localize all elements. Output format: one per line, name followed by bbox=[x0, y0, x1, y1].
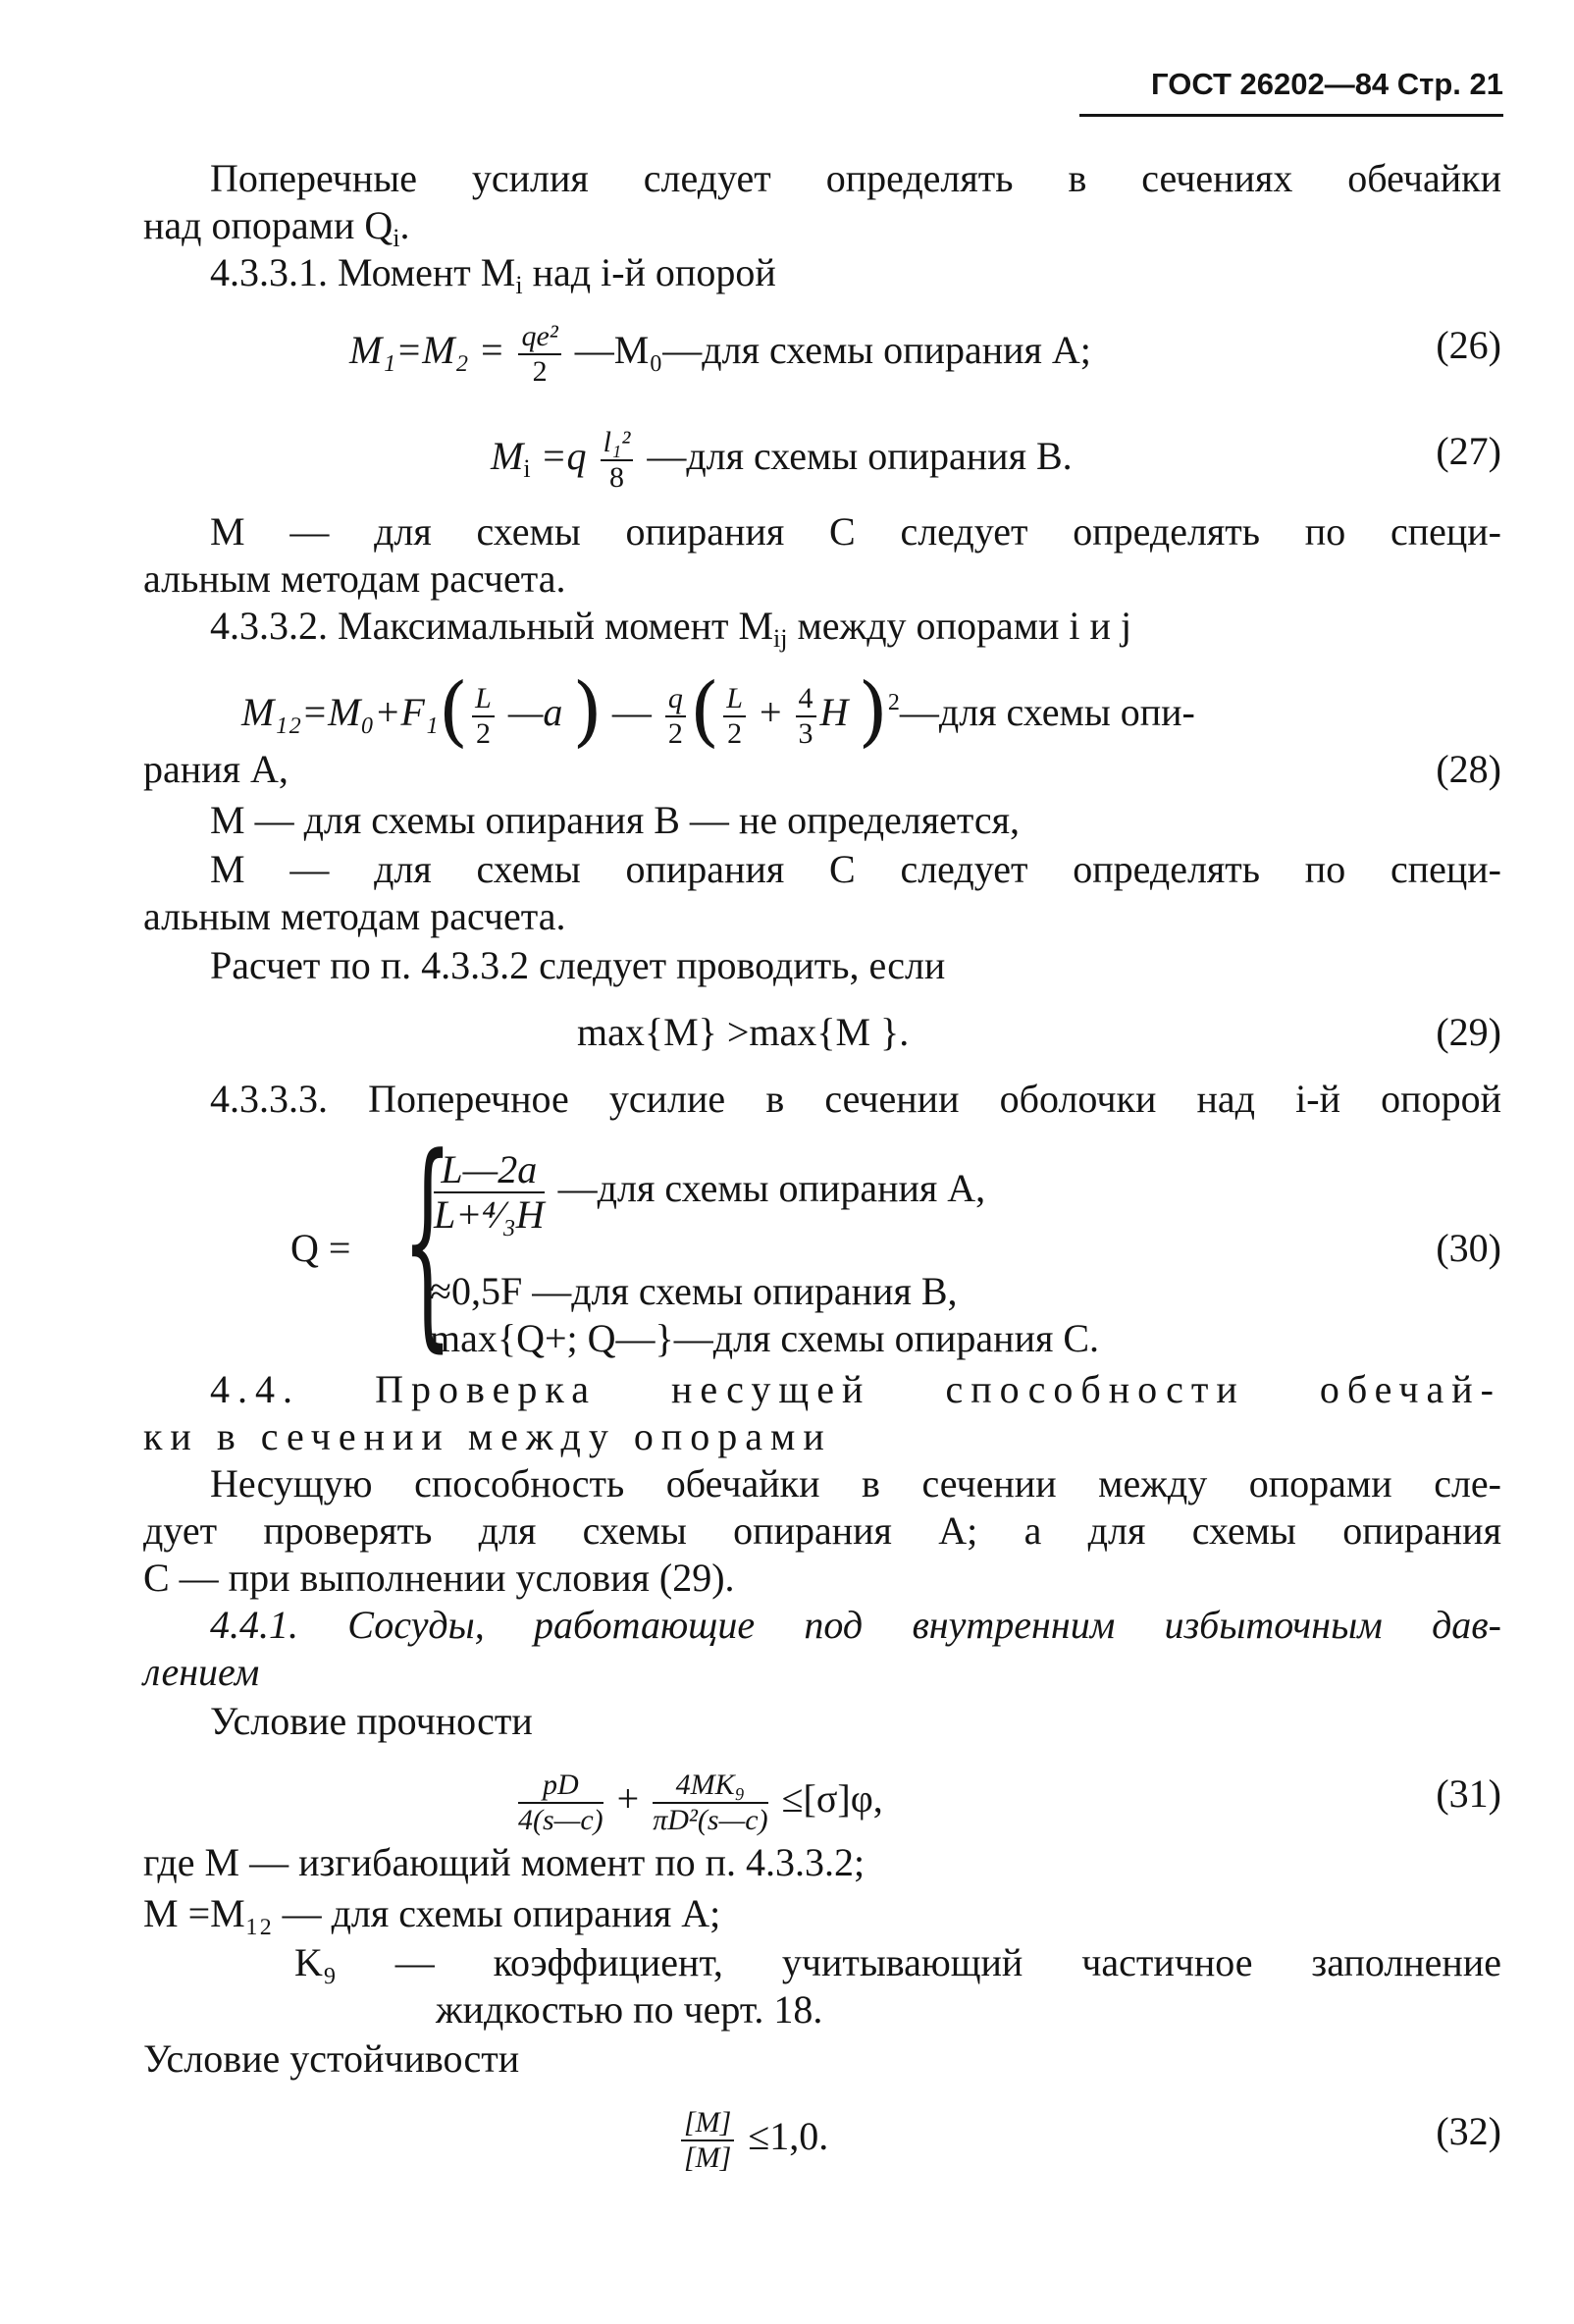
section-4333: 4.3.3.3. Поперечное усилие в сечении оболочки над i-й опорой bbox=[210, 1077, 1501, 1121]
para1-line2: над опорами $Q_i$. bbox=[143, 203, 410, 252]
equation-28-continuation: рания А, bbox=[143, 747, 289, 791]
equation-number-31: (31) bbox=[1436, 1771, 1501, 1816]
equation-29: max{M} >max{M }. bbox=[577, 1010, 910, 1054]
equation-30-case2: ≈0,5F —для схемы опирания В, bbox=[430, 1269, 958, 1313]
where-line1: где M — изгибающий момент по п. 4.3.3.2; bbox=[143, 1840, 866, 1884]
equation-30-case1: $\frac{L—2a}{\text{L+⁴⁄₃H}}$ —для схемы опирания А, bbox=[434, 1147, 986, 1237]
equation-number-30: (30) bbox=[1436, 1226, 1501, 1270]
equation-number-27: (27) bbox=[1436, 429, 1501, 473]
equation-30-lhs: Q = bbox=[290, 1226, 351, 1270]
equation-32: $\frac{[M]}{[M]}$ ≤1,0. bbox=[677, 2108, 828, 2173]
where-line2: M =M₁₂ — для схемы опирания А; bbox=[143, 1891, 721, 1935]
fraction: $\frac{\text{l₁²}}{8}$ bbox=[601, 428, 634, 493]
equation-31: $\frac{pD}{4(s—c)}$ + $\frac{\text{4MK₉}}{\text{πD²(s—c)}}$ ≤[σ]φ, bbox=[518, 1769, 883, 1836]
where-line4: жидкостью по черт. 18. bbox=[436, 1987, 823, 2032]
note2-line3: альным методам расчета. bbox=[143, 894, 566, 938]
note1-line1: M — для схемы опирания С следует определять по специ- bbox=[210, 509, 1501, 554]
equation-26: M₁=M₂ = $\frac{\text{qe²}}{2}$ —M₀—для схемы опирания А; bbox=[349, 320, 1091, 388]
section-441-line2: лением bbox=[143, 1650, 260, 1694]
para3-line3: С — при выполнении условия (29). bbox=[143, 1556, 735, 1600]
section-44-line1: 4.4. Проверка несущей способности обечай- bbox=[210, 1367, 1501, 1411]
para2: Расчет по п. 4.3.3.2 следует проводить, если bbox=[210, 943, 946, 987]
note1-line2: альным методам расчета. bbox=[143, 556, 566, 601]
condition-strength-title: Условие прочности bbox=[210, 1699, 533, 1743]
para3-line2: дует проверять для схемы опирания А; а для схемы опирания bbox=[143, 1508, 1501, 1553]
equation-30-case3: max{Q+; Q—}—для схемы опирания С. bbox=[430, 1316, 1100, 1360]
section-4331: 4.3.3.1. Момент $M_i$ над i-й опорой bbox=[210, 250, 776, 299]
condition-stability-title: Условие устойчивости bbox=[143, 2036, 520, 2081]
equation-number-28: (28) bbox=[1436, 747, 1501, 791]
page-header: ГОСТ 26202—84 Стр. 21 bbox=[1151, 67, 1503, 101]
section-4332: 4.3.3.2. Максимальный момент $M_{ij}$ между опорами i и j bbox=[210, 604, 1132, 653]
para1-line1: Поперечные усилия следует определять в сечениях обечайки bbox=[210, 156, 1501, 200]
section-44-line2: ки в сечении между опорами bbox=[143, 1414, 832, 1458]
equation-28: M₁₂=M₀+F₁( $\frac{L}{2}$ —a ) — $\frac{q}{2}$ ( $\frac{L}{2}$ + $\frac{4}{3}$ H )$^2$—для схемы опи- bbox=[241, 667, 1195, 756]
left-brace: { bbox=[402, 1110, 453, 1372]
note2-line2: M — для схемы опирания С следует определять по специ- bbox=[210, 847, 1501, 891]
note2-line1: M — для схемы опирания В — не определяется, bbox=[210, 798, 1021, 842]
equation-27: $M_i =q$ $\frac{\text{l₁²}}{8}$ —для схемы опирания В. bbox=[491, 426, 1073, 494]
para3-line1: Несущую способность обечайки в сечении между опорами сле- bbox=[210, 1461, 1501, 1505]
where-line3: K₉ — коэффициент, учитывающий частичное заполнение bbox=[294, 1940, 1501, 1984]
equation-number-26: (26) bbox=[1436, 323, 1501, 367]
fraction: $\frac{\text{qe²}}{2}$ bbox=[518, 322, 560, 387]
section-441-line1: 4.4.1. Сосуды, работающие под внутренним избыточным дав- bbox=[210, 1603, 1501, 1647]
header-rule bbox=[1079, 114, 1503, 117]
equation-number-32: (32) bbox=[1436, 2109, 1501, 2153]
equation-number-29: (29) bbox=[1436, 1010, 1501, 1054]
